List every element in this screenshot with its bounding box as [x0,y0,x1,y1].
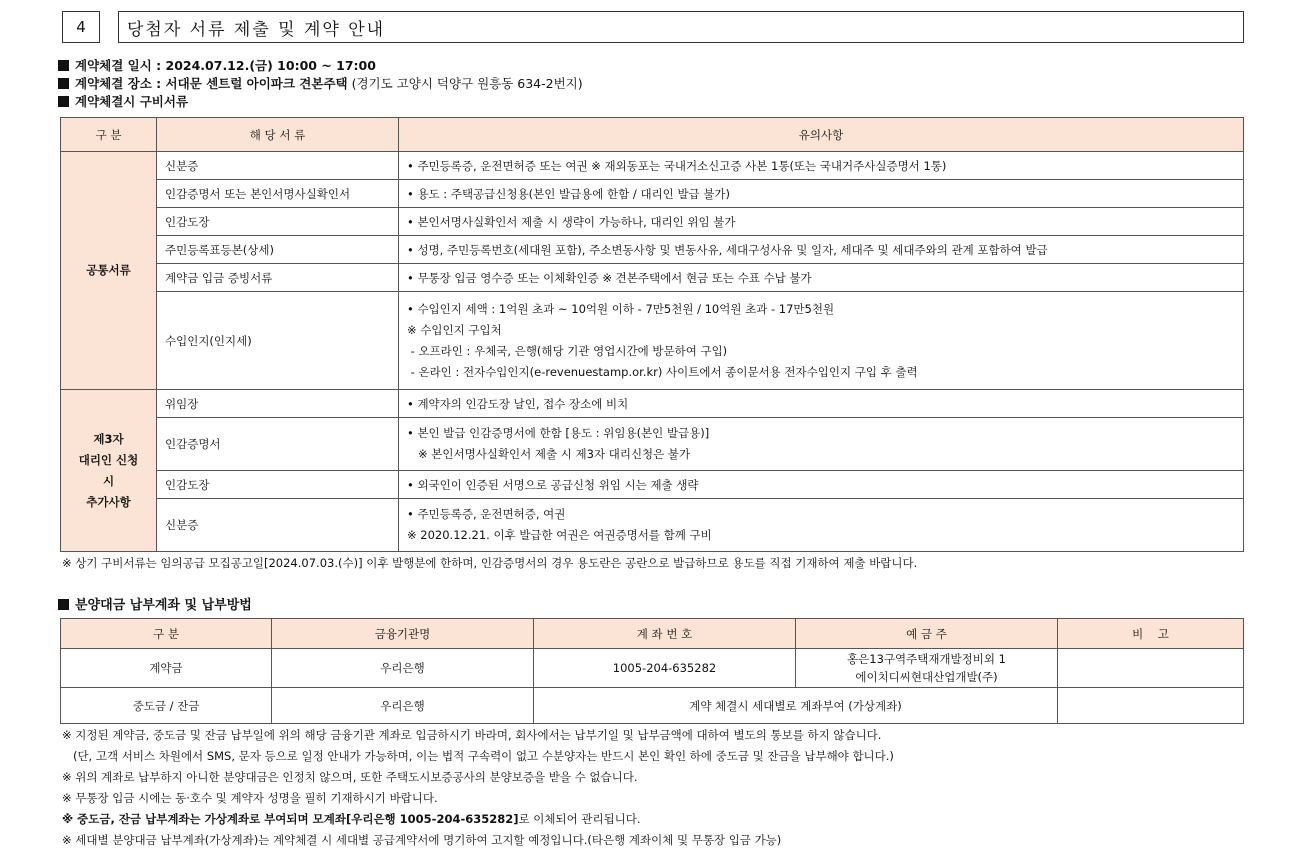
note-line: - 온라인 : 전자수입인지(e-revenuestamp.or.kr) 사이트에서 종이문서용 전자수입인지 구입 후 출력 [407,364,918,379]
contract-date: 계약체결 일시 : 2024.07.12.(금) 10:00 ~ 17:00 [75,58,376,73]
header-account: 계 좌 번 호 [534,619,796,649]
holder-line: 홍은13구역주택재개발정비외 1 [847,652,1006,666]
section-number: 4 [62,11,100,43]
header-remark: 비 고 [1058,619,1244,649]
table-row [61,180,1244,208]
header-bank: 금융기관명 [272,619,534,649]
note-line: ※ 수입인지 구입처 [407,322,502,337]
doc-name: 인감증명서 [157,418,399,471]
payment-heading: 분양대금 납부계좌 및 납부방법 [75,598,252,613]
table-row [61,390,1244,418]
payment-note-bold [62,811,641,827]
payment-heading-line [58,594,252,613]
table-row [61,236,1244,264]
table-row [61,649,1244,688]
payment-holder [796,649,1058,688]
payment-account: 1005-204-635282 [534,649,796,688]
group-proxy-line: 제3자 [93,431,124,446]
doc-name: 위임장 [157,390,399,418]
required-docs-table [60,117,1244,552]
docs-footnote: ※ 상기 구비서류는 임의공급 모집공고일[2024.07.03.(수)] 이후 발행분에 한하며, 인감증명서의 경우 용도란은 공란으로 발급하므로 용도를 직접 기재하여 제출 바랍니다. [62,556,918,570]
note-line: ※ 본인서명사실확인서 제출 시 제3자 대리신청은 불가 [407,447,691,461]
doc-note: • 주민등록증, 운전면허증 또는 여권 ※ 재외동포는 국내거소신고증 사본 1통(또는 국내거주사실증명서 1통) [399,152,1244,180]
table-row [61,688,1244,724]
doc-name: 인감증명서 또는 본인서명사실확인서 [157,180,399,208]
payment-note: ※ 지정된 계약금, 중도금 및 잔금 납부일에 위의 해당 금융기관 계좌로 입금하시기 바라며, 회사에서는 납부기일 및 납부금액에 대하여 별도의 통보를 하지 않습니다. [62,728,882,742]
contract-place: 계약체결 장소 : 서대문 센트럴 아이파크 견본주택 [75,76,348,91]
payment-remark [1058,649,1244,688]
group-common: 공통서류 [61,152,157,390]
table-row [61,292,1244,390]
header-document: 해 당 서 류 [157,118,399,152]
payment-table [60,618,1244,724]
table-row [61,152,1244,180]
doc-name: 신분증 [157,499,399,552]
table-row [61,499,1244,552]
note-line: - 오프라인 : 우체국, 은행(해당 기관 영업시간에 방문하여 구입) [407,343,728,358]
group-proxy [61,390,157,552]
note-line: • 주민등록증, 운전면허증, 여권 [407,507,566,521]
doc-note: • 계약자의 인감도장 날인, 접수 장소에 비치 [399,390,1244,418]
doc-note: • 본인서명사실확인서 제출 시 생략이 가능하나, 대리인 위임 불가 [399,208,1244,236]
note-line: • 본인 발급 인감증명서에 한함 [용도 : 위임용(본인 발급용)] [407,426,710,440]
doc-note: • 성명, 주민등록번호(세대원 포함), 주소변동사항 및 변동사유, 세대구성사유 및 일자, 세대주 및 세대주와의 관계 포함하여 발급 [399,236,1244,264]
required-docs-heading: 계약체결시 구비서류 [75,94,189,109]
doc-name: 주민등록표등본(상세) [157,236,399,264]
note-line: • 수입인지 세액 : 1억원 초과 ~ 10억원 이하 - 7만5천원 / 10억원 초과 - 17만5천원 [407,301,835,316]
header-holder: 예 금 주 [796,619,1058,649]
section-title: 당첨자 서류 제출 및 계약 안내 [118,11,1244,43]
holder-line: 에이치디씨현대산업개발(주) [855,670,998,684]
doc-name: 인감도장 [157,471,399,499]
required-docs-line [58,94,188,110]
doc-note [399,499,1244,552]
payment-bank: 우리은행 [272,649,534,688]
payment-note: (단, 고객 서비스 차원에서 SMS, 문자 등으로 일정 안내가 가능하며, 이는 법적 구속력이 없고 수분양자는 반드시 본인 확인 하에 중도금 및 잔금을 납부해야 합니다.) [62,749,894,763]
doc-name: 수입인지(인지세) [157,292,399,390]
doc-note: • 용도 : 주택공급신청용(본인 발급용에 한함 / 대리인 발급 불가) [399,180,1244,208]
square-bullet-icon [58,60,69,71]
doc-note: • 외국인이 인증된 서명으로 공급신청 위임 시는 제출 생략 [399,471,1244,499]
square-bullet-icon [58,599,69,610]
table-header-row [61,619,1244,649]
contract-address: (경기도 고양시 덕양구 원흥동 634-2번지) [347,76,583,91]
payment-remark [1058,688,1244,724]
doc-name: 신분증 [157,152,399,180]
section-header [62,11,1244,43]
table-row [61,208,1244,236]
payment-note: ※ 세대별 분양대금 납부계좌(가상계좌)는 계약체결 시 세대별 공급계약서에 명기하여 고지할 예정입니다.(타은행 계좌이체 및 무통장 입금 가능) [62,833,782,847]
contract-place-line [58,76,583,92]
doc-note [399,418,1244,471]
group-proxy-line: 추가사항 [86,494,131,509]
group-proxy-line: 대리인 신청 [78,452,139,467]
note-line: ※ 2020.12.21. 이후 발급한 여권은 여권증명서를 함께 구비 [407,528,712,542]
header-category: 구 분 [61,118,157,152]
table-header-row [61,118,1244,152]
square-bullet-icon [58,78,69,89]
bold-note-part: ※ 중도금, 잔금 납부계좌는 가상계좌로 부여되며 모계좌[우리은행 1005-204-635282] [62,812,519,826]
payment-virtual-account: 계약 체결시 세대별로 계좌부여 (가상계좌) [534,688,1058,724]
table-row [61,471,1244,499]
note-part: 로 이체되어 관리됩니다. [518,812,641,826]
doc-name: 계약금 입금 증빙서류 [157,264,399,292]
table-row [61,264,1244,292]
header-kind: 구 분 [61,619,272,649]
payment-kind: 중도금 / 잔금 [61,688,272,724]
payment-note: ※ 무통장 입금 시에는 동·호수 및 계약자 성명을 필히 기재하시기 바랍니다. [62,791,438,805]
payment-kind: 계약금 [61,649,272,688]
payment-bank: 우리은행 [272,688,534,724]
doc-name: 인감도장 [157,208,399,236]
header-notes: 유의사항 [399,118,1244,152]
square-bullet-icon [58,96,69,107]
contract-date-line [58,58,376,74]
group-proxy-line: 시 [102,473,115,488]
doc-note: • 무통장 입금 영수증 또는 이체확인증 ※ 견본주택에서 현금 또는 수표 수납 불가 [399,264,1244,292]
payment-note: ※ 위의 계좌로 납부하지 아니한 분양대금은 인정치 않으며, 또한 주택도시보증공사의 분양보증을 받을 수 없습니다. [62,770,638,784]
doc-note [399,292,1244,390]
table-row [61,418,1244,471]
